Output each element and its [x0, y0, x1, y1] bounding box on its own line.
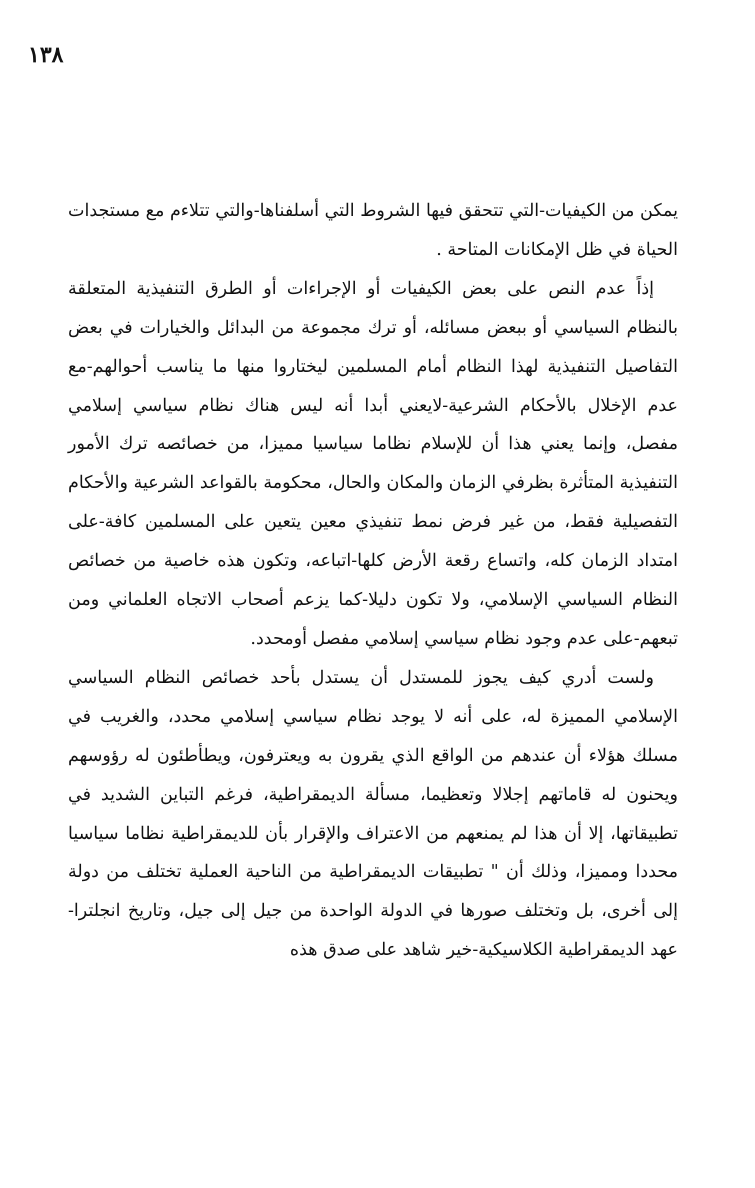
paragraph-1: يمكن من الكيفيات-التي تتحقق فيها الشروط التي أسلفناها-والتي تتلاءم مع مستجدات الحياة في ظل الإمكانات المتاحة .: [68, 201, 678, 260]
paragraph-3: ولست أدري كيف يجوز للمستدل أن يستدل بأحد خصائص النظام السياسي الإسلامي المميزة له، على أنه لا يوجد نظام سياسي إسلامي محدد، والغريب في مسلك هؤلاء أن عندهم من الواقع الذي يقرون به ويعترفون، ويطأطئون له رؤوسهم ويحنون له قاماتهم إجلالا وتعظيما، مسألة الديمقراطية، فرغم التباين الشديد في تطبيقاتها، إلا أن هذا لم يمنعهم من الاعتراف والإقرار بأن للديمقراطية نظاما سياسيا محددا ومميزا، وذلك أن " تطبيقات الديمقراطية من الناحية العملية تختلف من دولة إلى أخرى، بل وتختلف صورها في الدولة الواحدة من جيل إلى جيل، وتاريخ انجلترا-عهد الديمقراطية الكلاسيكية-خير شاهد على صدق هذه: [68, 667, 678, 961]
paragraph-2: إذاً عدم النص على بعض الكيفيات أو الإجراءات أو الطرق التنفيذية المتعلقة بالنظام السياسي أو ببعض مسائله، أو ترك مجموعة من البدائل والخيارات في بعض التفاصيل التنفيذية لهذا النظام أمام المسلمين ليختاروا منها ما يناسب أحوالهم-مع عدم الإخلال بالأحكام الشرعية-لايعني أبدا أنه ليس هناك نظام سياسي إسلامي مفصل، وإنما يعني هذا أن للإسلام نظاما سياسيا مميزا، من خصائصه ترك الأمور التنفيذية المتأثرة بظرفي الزمان والمكان والحال، محكومة بالقواعد الشرعية والأحكام التفصيلية فقط، من غير فرض نمط تنفيذي معين يتعين على المسلمين كافة-على امتداد الزمان كله، واتساع رقعة الأرض كلها-اتباعه، وتكون هذه خاصية من خصائص النظام السياسي الإسلامي، ولا تكون دليلا-كما يزعم أصحاب الاتجاه العلماني ومن تبعهم-على عدم وجود نظام سياسي إسلامي مفصل أومحدد.: [68, 278, 678, 649]
body-text: [68, 192, 678, 970]
page-number: ١٣٨: [28, 42, 64, 68]
